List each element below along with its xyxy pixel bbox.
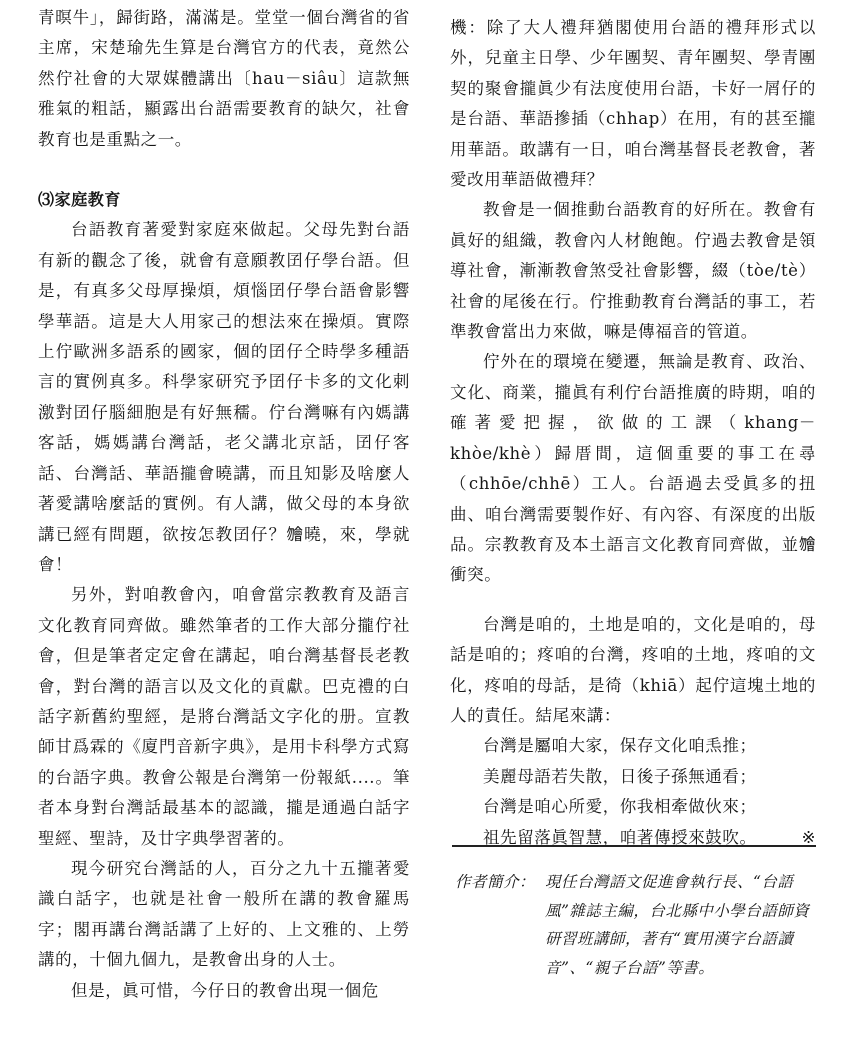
poem-line: 美麗母語若失散，日後子孫無通看； (483, 766, 757, 786)
poem-line-text: 祖先留落眞智慧，咱著傳授來鼓吹。 (483, 827, 757, 847)
bio-divider (452, 845, 816, 847)
right-column (450, 0, 816, 853)
poem-line (450, 823, 816, 853)
poem-line: 台灣是咱心所愛，你我相牽做伙來； (483, 797, 757, 817)
author-bio-label: 作者簡介： (455, 873, 536, 891)
paragraph-peh-oe-ji: 現今研究台灣話的人，百分之九十五攏著愛識白話字，也就是社會一般所在講的教會羅馬字；閣再講台灣話講了上好的、上文雅的、上勞講的，十個九個九，是教會出身的人士。 (38, 858, 410, 970)
paragraph-crisis-start: 但是，眞可惜，今仔日的教會出現一個危 (71, 980, 379, 1000)
paragraph-church-role: 教會是一個推動台語教育的好所在。教會有眞好的組織，教會內人材飽飽。佇過去教會是領導社會，漸漸教會煞受社會影響，綴（tòe/tè）社會的尾後在行。佇推動教育台灣話的事工，若準教會當出力來做，嘛是傳福音的管道。 (450, 200, 816, 342)
paragraph-church-education: 另外，對咱教會內，咱會當宗教教育及語言文化教育同齊做。雖然筆者的工作大部分攏佇社會，但是筆者定定會在講起，咱台灣基督長老教會，對台灣的語言以及文化的貢獻。巴克禮的白話字新舊約聖經，是將台灣話文字化的册。宣教師甘爲霖的《廈門音新字典》，是用卡科學方式寫的台語字典。教會公報是台灣第一份報紙....。筆者本身對台灣話最基本的認識，攏是通過白話字聖經、聖詩，及廿字典學習著的。 (38, 585, 410, 848)
closing-poem (450, 731, 816, 853)
author-bio-text: 現任台灣語文促進會執行長、“台語風”雜誌主編，台北縣中小學台語師資研習班講師，著有“實用漢字台語讀音”、“親子台語”等書。 (545, 873, 810, 977)
paragraph-environment: 佇外在的環境在變遷，無論是教育、政治、文化、商業，攏眞有利佇台語推廣的時期，咱的確著愛把握，欲做的工課（khang－khòe/khè）歸厝間，這個重要的事工在尋（chhōe/chhē）工人。台語過去受眞多的扭曲、咱台灣需要製作好、有內容、有深度的出版品。宗教教育及本土語言文化教育同齊做，並𣍐衝突。 (450, 352, 816, 585)
left-column (38, 0, 410, 1006)
paragraph-conclusion: 台灣是咱的，土地是咱的，文化是咱的，母話是咱的；疼咱的台灣，疼咱的土地，疼咱的文化，疼咱的母話，是徛（khiā）起佇這塊土地的人的責任。結尾來講： (450, 614, 816, 725)
poem-line: 台灣是屬咱大家，保存文化咱𤆬推； (483, 736, 757, 756)
paragraph-crisis-cont: 機：除了大人禮拜猶閣使用台語的禮拜形式以外，兒童主日學、少年團契、青年團契、學青團契的聚會攏眞少有法度使用台語，卡好一屑仔的是台語、華語摻插（chhap）在用，有的甚至攏用華語。敢講有一日，咱台灣基督長老教會，著愛改用華語做禮拜？ (450, 18, 816, 190)
section-heading-family-education: ⑶家庭教育 (38, 190, 122, 210)
author-bio (455, 868, 821, 982)
paragraph-family-1: 台語教育著愛對家庭來做起。父母先對台語有新的觀念了後，就會有意願教囝仔學台語。但是，有真多父母厚操煩，煩惱囝仔學台語會影響學華語。這是大人用家己的想法來在操煩。實際上佇歐洲多語系的國家，個的囝仔仝時學多種語言的實例真多。科學家研究予囝仔卡多的文化刺激對囝仔腦細胞是有好無穤。佇台灣嘛有內媽講客話，媽媽講台灣話，老父講北京話，囝仔客話、台灣話、華語攏會曉講，而且知影及啥麼人著愛講啥麼話的實例。有人講，做父母的本身欲講已經有問題，欲按怎教囝仔？𣍐曉，來，學就會！ (38, 220, 410, 574)
intro-paragraph: 青暝牛」，歸街路，滿滿是。堂堂一個台灣省的省主席，宋楚瑜先生算是台灣官方的代表，竟然公然佇社會的大眾媒體講出〔hau－siâu〕這款無雅氣的粗話，顯露出台語需要教育的缺欠，社會教育也是重點之一。 (38, 8, 410, 149)
end-mark: ※ (801, 827, 816, 847)
